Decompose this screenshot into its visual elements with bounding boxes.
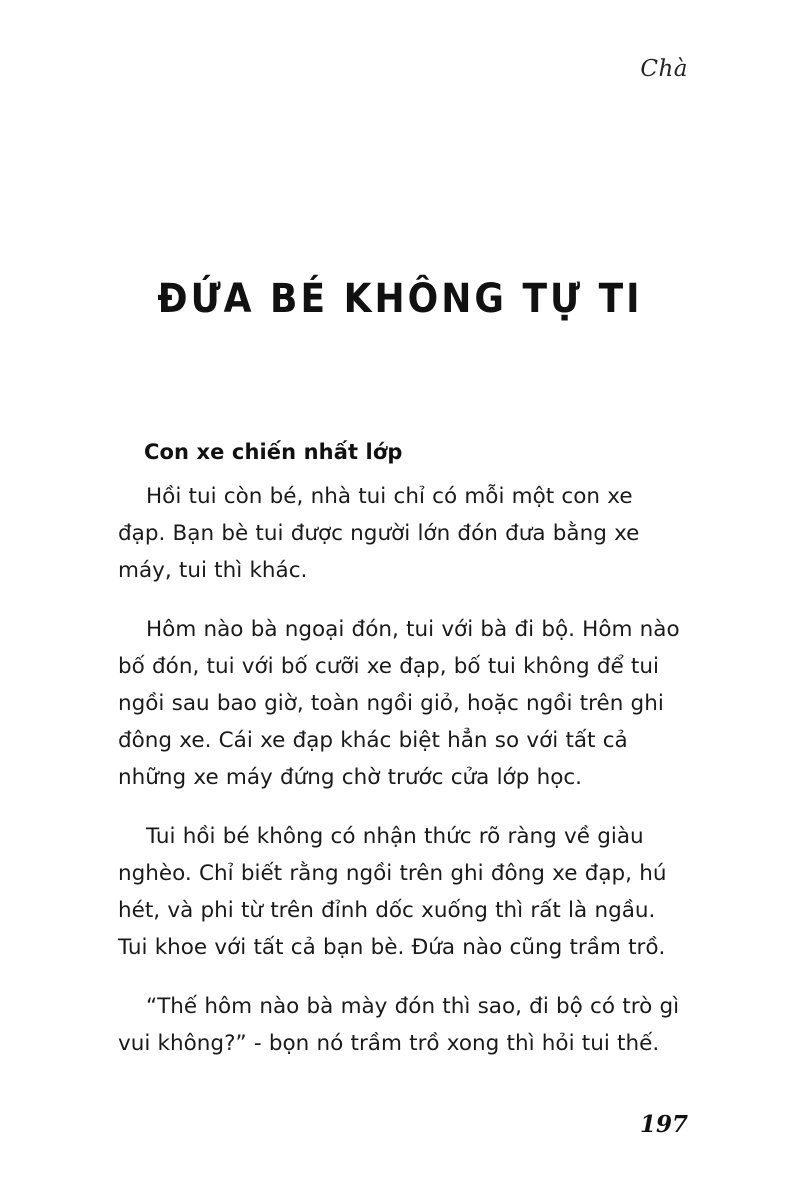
paragraph: Hồi tui còn bé, nhà tui chỉ có mỗi một con xe đạp. Bạn bè tui được người lớn đón đưa bằng xe máy, tui thì khác.	[118, 484, 640, 583]
paragraph: Tui hồi bé không có nhận thức rõ ràng về giàu nghèo. Chỉ biết rằng ngồi trên ghi đông xe đạp, hú hét, và phi từ trên đỉnh dốc xuống thì rất là ngầu. Tui khoe với tất cả bạn bè. Đứa nào cũng trầm trồ.	[118, 824, 667, 960]
running-head: Chà	[640, 56, 688, 82]
page-number: 197	[639, 1111, 688, 1138]
paragraph: “Thế hôm nào bà mày đón thì sao, đi bộ có trò gì vui không?” - bọn nó trầm trồ xong thì hỏi tui thế.	[118, 994, 680, 1056]
chapter-title: ĐỨA BÉ KHÔNG TỰ TI	[157, 276, 643, 323]
paragraph: Hôm nào bà ngoại đón, tui với bà đi bộ. Hôm nào bố đón, tui với bố cưỡi xe đạp, bố tui không để tui ngồi sau bao giờ, toàn ngồi giỏ, hoặc ngồi trên ghi đông xe. Cái xe đạp khác biệt hẳn so với tất cả những xe máy đứng chờ trước cửa lớp học.	[118, 617, 680, 790]
section-heading: Con xe chiến nhất lớp	[144, 440, 403, 464]
body-text-block	[118, 440, 686, 1084]
